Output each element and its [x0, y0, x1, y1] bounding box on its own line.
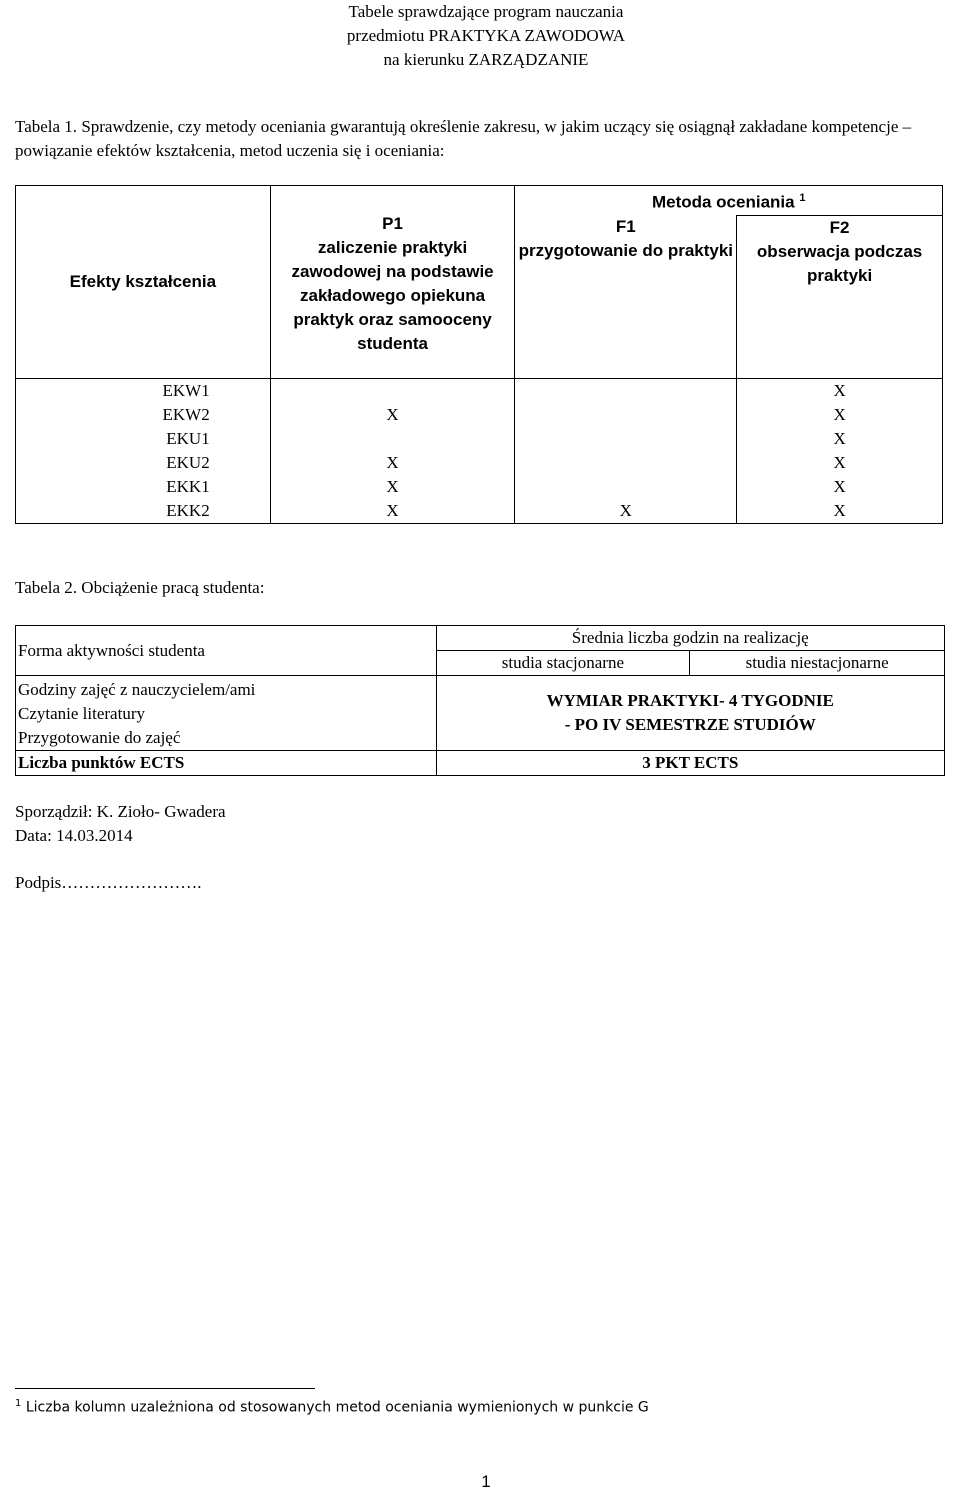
activities-cell: [16, 676, 437, 751]
internship-scope-cell: [436, 676, 944, 751]
f2-cell: X: [737, 427, 943, 451]
footnote-mark: 1: [15, 1398, 22, 1409]
table-row: [16, 379, 943, 404]
f1-header: [515, 215, 737, 378]
f2-header: [737, 215, 943, 378]
ects-value: 3 PKT ECTS: [436, 751, 944, 776]
hours-header: Średnia liczba godzin na realizację: [436, 626, 944, 651]
table-row: [16, 499, 943, 524]
f1-cell: [515, 427, 737, 451]
stationary-header: studia stacjonarne: [436, 651, 690, 676]
title-line-2: przedmiotu PRAKTYKA ZAWODOWA: [346, 26, 626, 45]
footnote: [15, 1398, 649, 1416]
signoff-block: [15, 800, 226, 848]
f1-code: F1: [615, 217, 636, 237]
document-title: [0, 0, 960, 72]
effects-header: Efekty kształcenia: [16, 186, 271, 379]
footnote-text: Liczba kolumn uzależniona od stosowanych metod oceniania wymienionych w punkcie G: [25, 1399, 649, 1416]
method-header-label: Metoda oceniania: [651, 192, 795, 212]
document-date: Data: 14.03.2014: [15, 826, 133, 845]
effect-label: EKK1: [16, 475, 271, 499]
f2-description: obserwacja podczas praktyki: [756, 241, 923, 285]
list-item: Przygotowanie do zajęć: [18, 728, 181, 747]
assessment-methods-table: [15, 185, 943, 524]
effect-label: EKW2: [16, 403, 271, 427]
p1-cell: [270, 379, 515, 404]
f2-code: F2: [829, 217, 850, 237]
p1-description: zaliczenie praktyki zawodowej na podstawie zakładowego opiekuna praktyk oraz samooceny studenta: [291, 238, 494, 353]
internship-timing: - PO IV SEMESTRZE STUDIÓW: [564, 715, 816, 734]
ects-label: Liczba punktów ECTS: [16, 751, 437, 776]
f1-cell: [515, 451, 737, 475]
internship-duration: WYMIAR PRAKTYKI- 4 TYGODNIE: [546, 691, 834, 710]
p1-cell: [270, 427, 515, 451]
table1-label: Tabela 1.: [15, 117, 78, 136]
prepared-by: Sporządził: K. Zioło- Gwadera: [15, 802, 226, 821]
f2-cell: X: [737, 379, 943, 404]
title-line-3: na kierunku ZARZĄDZANIE: [383, 50, 589, 69]
table-row: [16, 427, 943, 451]
f2-cell: X: [737, 499, 943, 524]
p1-cell: X: [270, 475, 515, 499]
effect-label: EKU2: [16, 451, 271, 475]
effect-label: EKK2: [16, 499, 271, 524]
workload-table: [15, 625, 945, 776]
f2-cell: X: [737, 475, 943, 499]
p1-header: [270, 186, 515, 379]
p1-cell: X: [270, 499, 515, 524]
effect-label: EKW1: [16, 379, 271, 404]
title-line-1: Tabele sprawdzające program nauczania: [348, 2, 624, 21]
table-row: [16, 475, 943, 499]
f2-cell: X: [737, 403, 943, 427]
form-header: Forma aktywności studenta: [16, 626, 437, 676]
method-footnote-mark: 1: [799, 192, 806, 204]
signature-line: Podpis…………………….: [15, 873, 202, 892]
extramural-header: studia niestacjonarne: [690, 651, 945, 676]
table2-title: Tabela 2. Obciążenie pracą studenta:: [15, 578, 265, 597]
f1-cell: [515, 475, 737, 499]
f1-cell: X: [515, 499, 737, 524]
p1-code: P1: [382, 214, 403, 233]
page-number: 1: [481, 1472, 491, 1491]
effect-label: EKU1: [16, 427, 271, 451]
f1-cell: [515, 379, 737, 404]
list-item: Godziny zajęć z nauczycielem/ami: [18, 680, 256, 699]
table-row: [16, 451, 943, 475]
table1-description: Sprawdzenie, czy metody oceniania gwarantują określenie zakresu, w jakim uczący się osiągnął zakładane kompetencje – powiązanie efektów kształcenia, metod uczenia się i oceniania:: [15, 117, 912, 160]
p1-cell: X: [270, 403, 515, 427]
table1-intro: [15, 115, 960, 163]
f1-description: przygotowanie do praktyki: [518, 241, 734, 261]
table-row: [16, 403, 943, 427]
list-item: Czytanie literatury: [18, 704, 145, 723]
f2-cell: X: [737, 451, 943, 475]
f1-cell: [515, 403, 737, 427]
p1-cell: X: [270, 451, 515, 475]
footnote-divider: [15, 1388, 315, 1389]
method-header: [515, 186, 943, 216]
